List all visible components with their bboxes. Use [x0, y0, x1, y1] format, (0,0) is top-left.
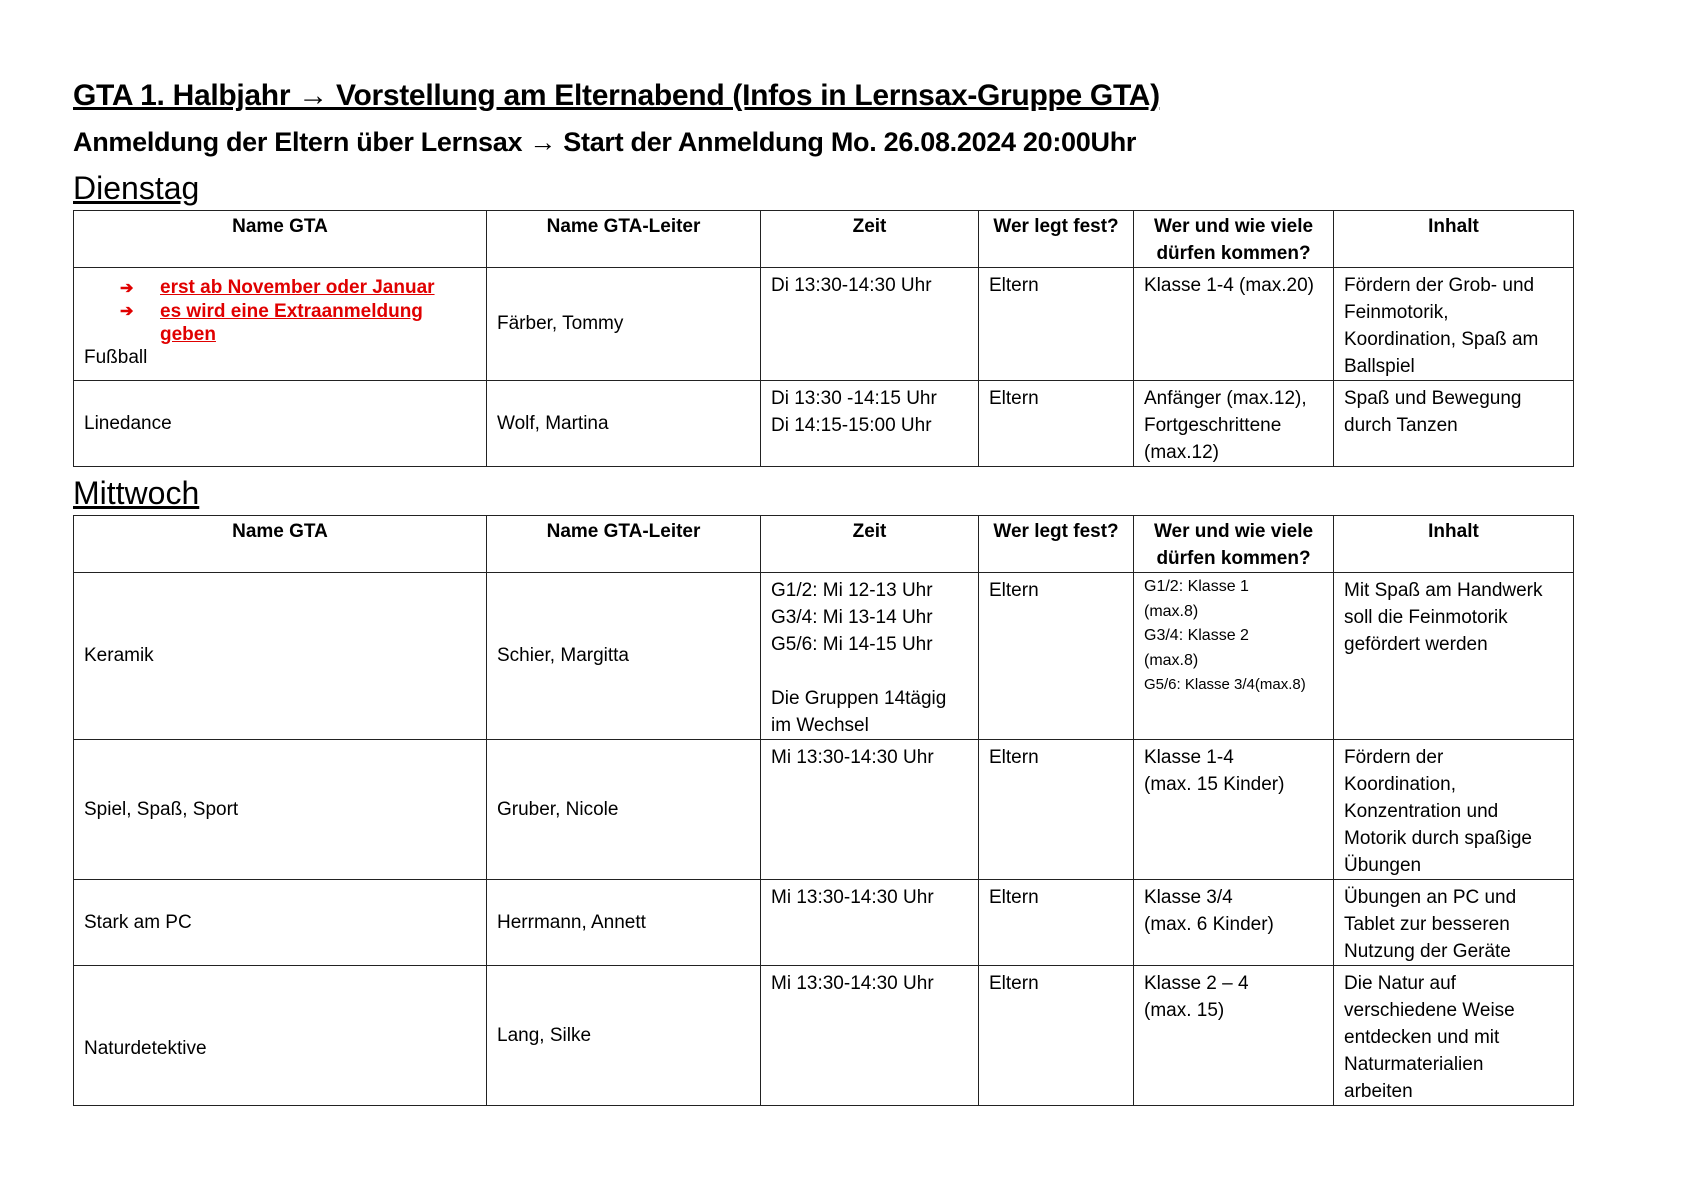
- notice-text: es wird eine Extraanmeldung geben: [160, 301, 423, 345]
- table-dienstag: [73, 210, 1574, 467]
- content-line: Nutzung der Geräte: [1344, 941, 1511, 962]
- gta-name-cell: [74, 268, 487, 381]
- table-row: [74, 966, 1574, 1106]
- time-cell: [761, 740, 979, 880]
- notice-block: [84, 276, 476, 346]
- who-cell: Eltern: [979, 740, 1134, 880]
- time-cell: [761, 573, 979, 740]
- content-cell: [1334, 740, 1574, 880]
- time-line: Di 13:30 -14:15 Uhr: [771, 388, 937, 409]
- attendees-cell: [1134, 573, 1334, 740]
- time-cell: [761, 880, 979, 966]
- content-cell: [1334, 880, 1574, 966]
- table-row: [74, 740, 1574, 880]
- table-mittwoch: [73, 515, 1574, 1106]
- time-line: G5/6: Mi 14-15 Uhr: [771, 634, 933, 655]
- column-header: Zeit: [761, 516, 979, 573]
- who-cell: Eltern: [979, 880, 1134, 966]
- leader-cell: Wolf, Martina: [487, 381, 761, 467]
- time-line: Di 14:15-15:00 Uhr: [771, 415, 932, 436]
- notice-text: erst ab November oder Januar: [160, 277, 435, 298]
- attendees-cell: [1134, 268, 1334, 381]
- leader-cell: Gruber, Nicole: [487, 740, 761, 880]
- attendees-line: (max. 15): [1144, 1000, 1225, 1021]
- attendees-line: Klasse 1-4 (max.20): [1144, 275, 1315, 296]
- attendees-line: G3/4: Klasse 2: [1144, 627, 1249, 644]
- content-cell: [1334, 268, 1574, 381]
- column-header: Name GTA-Leiter: [487, 516, 761, 573]
- attendees-line: G1/2: Klasse 1: [1144, 578, 1249, 595]
- content-line: Spaß und Bewegung: [1344, 388, 1522, 409]
- gta-name-cell: Spiel, Spaß, Sport: [74, 740, 487, 880]
- table-header-row: [74, 211, 1574, 268]
- time-line: im Wechsel: [771, 715, 869, 736]
- content-line: verschiedene Weise: [1344, 1000, 1515, 1021]
- gta-name-cell: Linedance: [74, 381, 487, 467]
- content-line: Tablet zur besseren: [1344, 914, 1510, 935]
- content-line: durch Tanzen: [1344, 415, 1458, 436]
- table-row: [74, 381, 1574, 467]
- table-header-row: [74, 516, 1574, 573]
- column-header: Wer legt fest?: [979, 211, 1134, 268]
- time-line: Die Gruppen 14tägig: [771, 688, 947, 709]
- who-cell: Eltern: [979, 268, 1134, 381]
- content-line: Motorik durch spaßige: [1344, 828, 1532, 849]
- content-cell: [1334, 381, 1574, 467]
- attendees-line: (max. 6 Kinder): [1144, 914, 1274, 935]
- content-line: entdecken und mit: [1344, 1027, 1500, 1048]
- leader-cell: Lang, Silke: [487, 966, 761, 1106]
- content-line: Die Natur auf: [1344, 973, 1456, 994]
- time-line: G3/4: Mi 13-14 Uhr: [771, 607, 933, 628]
- gta-name-cell: Stark am PC: [74, 880, 487, 966]
- table-row: [74, 880, 1574, 966]
- spacer-line: [771, 658, 968, 685]
- table-row: [74, 268, 1574, 381]
- content-line: Fördern der Grob- und: [1344, 275, 1535, 296]
- column-header: Name GTA: [74, 516, 487, 573]
- content-line: Ballspiel: [1344, 356, 1415, 377]
- gta-name-cell: Keramik: [74, 573, 487, 740]
- document-page: [73, 74, 1573, 1106]
- content-line: gefördert werden: [1344, 634, 1488, 655]
- content-cell: [1334, 966, 1574, 1106]
- attendees-line: (max.8): [1144, 602, 1199, 620]
- column-header: Zeit: [761, 211, 979, 268]
- attendees-line: (max. 15 Kinder): [1144, 774, 1285, 795]
- gta-name-cell: Naturdetektive: [74, 966, 487, 1106]
- content-cell: [1334, 573, 1574, 740]
- table-row: [74, 573, 1574, 740]
- arrow-right-icon: ➔: [120, 303, 134, 320]
- attendees-line: Klasse 2 – 4: [1144, 973, 1249, 994]
- attendees-cell: [1134, 381, 1334, 467]
- column-header: Wer legt fest?: [979, 516, 1134, 573]
- attendees-line: Klasse 3/4: [1144, 887, 1233, 908]
- attendees-line: (max.12): [1144, 442, 1219, 463]
- time-line: G1/2: Mi 12-13 Uhr: [771, 580, 933, 601]
- attendees-cell: [1134, 966, 1334, 1106]
- section-title-dienstag: Dienstag: [73, 170, 200, 206]
- content-line: Übungen: [1344, 855, 1422, 876]
- time-line: Di 13:30-14:30 Uhr: [771, 275, 932, 296]
- attendees-line: Klasse 1-4: [1144, 747, 1234, 768]
- attendees-line: G5/6: Klasse 3/4(max.8): [1144, 676, 1306, 693]
- content-line: Fördern der: [1344, 747, 1444, 768]
- column-header: Wer und wie viele dürfen kommen?: [1134, 516, 1334, 573]
- content-line: Koordination, Spaß am: [1344, 329, 1539, 350]
- attendees-cell: [1134, 880, 1334, 966]
- time-line: Mi 13:30-14:30 Uhr: [771, 747, 934, 768]
- who-cell: Eltern: [979, 573, 1134, 740]
- content-line: Übungen an PC und: [1344, 887, 1517, 908]
- column-header: Name GTA-Leiter: [487, 211, 761, 268]
- content-line: arbeiten: [1344, 1081, 1413, 1102]
- attendees-line: (max.8): [1144, 651, 1199, 669]
- time-cell: [761, 381, 979, 467]
- content-line: Feinmotorik,: [1344, 302, 1449, 323]
- content-line: Mit Spaß am Handwerk: [1344, 580, 1543, 601]
- time-line: Mi 13:30-14:30 Uhr: [771, 887, 934, 908]
- content-line: Konzentration und: [1344, 801, 1499, 822]
- column-header: Name GTA: [74, 211, 487, 268]
- who-cell: Eltern: [979, 381, 1134, 467]
- time-cell: [761, 966, 979, 1106]
- attendees-line: Fortgeschrittene: [1144, 415, 1282, 436]
- arrow-right-icon: ➔: [120, 280, 134, 297]
- section-title-mittwoch: Mittwoch: [73, 475, 200, 511]
- leader-cell: Färber, Tommy: [487, 268, 761, 381]
- who-cell: Eltern: [979, 966, 1134, 1106]
- attendees-cell: [1134, 740, 1334, 880]
- attendees-line: Anfänger (max.12),: [1144, 388, 1307, 409]
- content-line: soll die Feinmotorik: [1344, 607, 1508, 628]
- content-line: Koordination,: [1344, 774, 1456, 795]
- time-cell: [761, 268, 979, 381]
- page-subtitle: Anmeldung der Eltern über Lernsax → Start der Anmeldung Mo. 26.08.2024 20:00Uhr: [73, 127, 1137, 157]
- content-line: Naturmaterialien: [1344, 1054, 1484, 1075]
- page-title: GTA 1. Halbjahr → Vorstellung am Elternabend (Infos in Lernsax-Gruppe GTA): [73, 79, 1160, 112]
- time-line: Mi 13:30-14:30 Uhr: [771, 973, 934, 994]
- column-header: Inhalt: [1334, 211, 1574, 268]
- column-header: Wer und wie viele dürfen kommen?: [1134, 211, 1334, 268]
- leader-cell: Herrmann, Annett: [487, 880, 761, 966]
- gta-name: Fußball: [84, 347, 148, 368]
- column-header: Inhalt: [1334, 516, 1574, 573]
- leader-cell: Schier, Margitta: [487, 573, 761, 740]
